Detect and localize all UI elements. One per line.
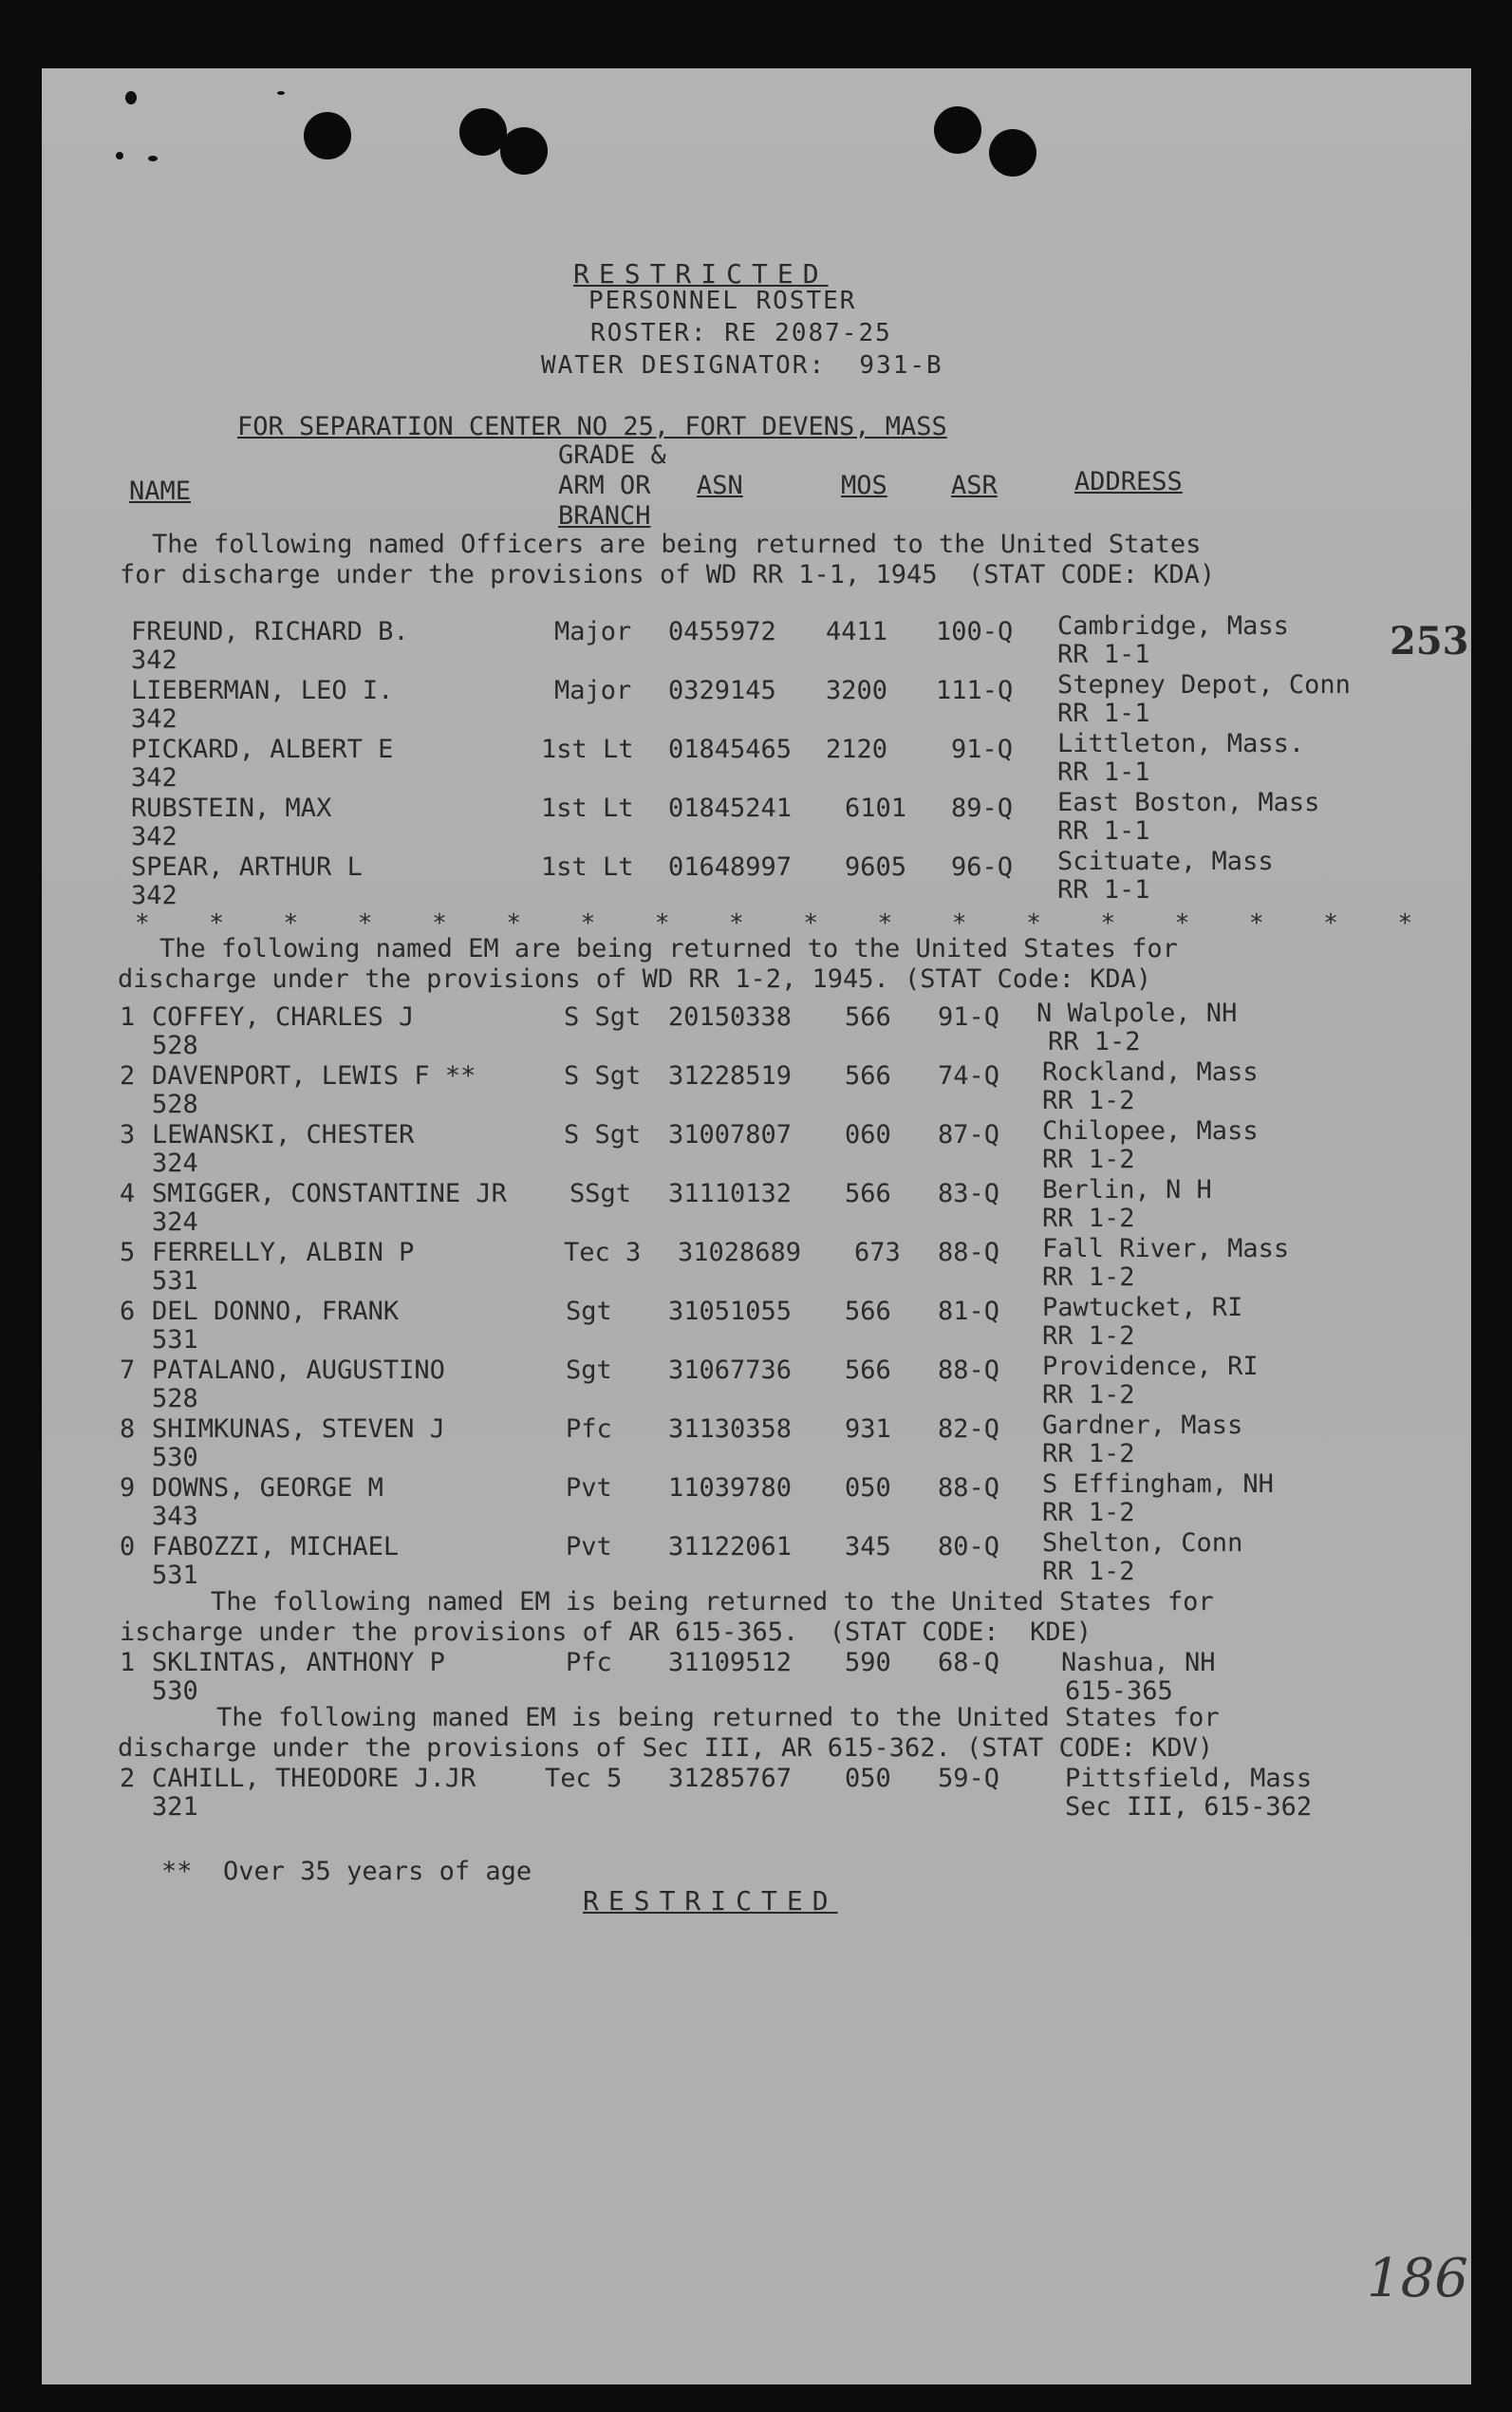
authority: Sec III, 615-362 [1065, 1792, 1313, 1822]
mos: 566 [845, 1356, 891, 1385]
grade: S Sgt [564, 1120, 642, 1150]
authority: RR 1-2 [1042, 1557, 1135, 1586]
person-name: LEWANSKI, CHESTER [152, 1120, 415, 1150]
grade: S Sgt [564, 1002, 642, 1032]
table-row [42, 1293, 1471, 1356]
punch-hole [934, 106, 981, 154]
asn: 31122061 [668, 1532, 793, 1561]
grade: Pfc [566, 1648, 612, 1677]
mos: 345 [845, 1532, 891, 1561]
col-name: NAME [129, 477, 192, 506]
grade: 1st Lt [541, 852, 634, 882]
mos: 3200 [826, 676, 888, 705]
row-number: 6 [120, 1297, 136, 1326]
person-code: 531 [152, 1325, 198, 1355]
person-code: 342 [131, 822, 177, 851]
table-row [42, 847, 1471, 911]
authority: RR 1-2 [1042, 1086, 1135, 1115]
ink-speck [277, 91, 285, 95]
person-code: 528 [152, 1031, 198, 1060]
person-name: RUBSTEIN, MAX [131, 794, 332, 823]
person-name: SPEAR, ARTHUR L [131, 852, 363, 882]
mos: 590 [845, 1648, 891, 1677]
table-row [42, 670, 1471, 735]
address: Pittsfield, Mass [1065, 1764, 1313, 1793]
authority: RR 1-1 [1057, 699, 1150, 728]
asr: 88-Q [938, 1473, 1000, 1503]
asn: 11039780 [668, 1473, 793, 1503]
col-grade-3: BRANCH [558, 501, 651, 531]
table-row [42, 1234, 1471, 1297]
person-name: DAVENPORT, LEWIS F ** [152, 1061, 476, 1091]
roster-number: ROSTER: RE 2087-25 [590, 319, 892, 347]
em-intro-6: discharge under the provisions of Sec III, AR 615-362. (STAT CODE: KDV) [118, 1733, 1214, 1763]
table-row [42, 1764, 1471, 1823]
grade: Pvt [566, 1532, 612, 1561]
asr: 88-Q [938, 1356, 1000, 1385]
address: Rockland, Mass [1042, 1057, 1259, 1087]
person-code: 528 [152, 1384, 198, 1413]
grade: Major [554, 676, 632, 705]
table-row [42, 1528, 1471, 1591]
person-name: FREUND, RICHARD B. [131, 617, 409, 646]
person-code: 531 [152, 1266, 198, 1296]
person-name: PATALANO, AUGUSTINO [152, 1356, 445, 1385]
col-asn: ASN [697, 471, 743, 500]
asr: 82-Q [938, 1414, 1000, 1444]
table-row [42, 1411, 1471, 1473]
authority: RR 1-1 [1057, 757, 1150, 787]
person-name: COFFEY, CHARLES J [152, 1002, 415, 1032]
address: Fall River, Mass [1042, 1234, 1290, 1263]
person-code: 530 [152, 1443, 198, 1472]
officers-intro-1: The following named Officers are being returned to the United States [152, 530, 1202, 559]
restricted-footer: RESTRICTED [583, 1885, 838, 1917]
asn: 31067736 [668, 1356, 793, 1385]
table-row [42, 611, 1471, 676]
address: Shelton, Conn [1042, 1528, 1243, 1558]
restricted-header: RESTRICTED [573, 258, 829, 290]
grade: Sgt [566, 1297, 612, 1326]
asr: 80-Q [938, 1532, 1000, 1561]
mos: 050 [845, 1764, 891, 1793]
person-name: SMIGGER, CONSTANTINE JR [152, 1179, 507, 1208]
person-code: 342 [131, 704, 177, 734]
em-intro-4: ischarge under the provisions of AR 615-365. (STAT CODE: KDE) [120, 1617, 1092, 1647]
row-number: 2 [120, 1764, 136, 1793]
asr: 81-Q [938, 1297, 1000, 1326]
person-code: 531 [152, 1561, 198, 1590]
table-row [42, 999, 1471, 1061]
asr: 91-Q [951, 735, 1014, 764]
em-intro-5: The following maned EM is being returned to the United States for [216, 1703, 1220, 1732]
authority: RR 1-2 [1042, 1262, 1135, 1292]
mos: 931 [845, 1414, 891, 1444]
row-number: 5 [120, 1238, 136, 1267]
asn: 01845465 [668, 735, 793, 764]
address: S Effingham, NH [1042, 1469, 1274, 1499]
asr: 59-Q [938, 1764, 1000, 1793]
asn: 01845241 [668, 794, 793, 823]
authority: RR 1-2 [1042, 1439, 1135, 1468]
grade: SSgt [569, 1179, 632, 1208]
person-code: 324 [152, 1149, 198, 1178]
asn: 31228519 [668, 1061, 793, 1091]
punch-hole [989, 129, 1036, 177]
document-page [42, 68, 1471, 2384]
row-number: 0 [120, 1532, 136, 1561]
mos: 566 [845, 1002, 891, 1032]
asr: 96-Q [951, 852, 1014, 882]
table-row [42, 1116, 1471, 1179]
asn: 31110132 [668, 1179, 793, 1208]
asr: 91-Q [938, 1002, 1000, 1032]
col-address: ADDRESS [1074, 467, 1183, 496]
row-number: 9 [120, 1473, 136, 1503]
mos: 673 [854, 1238, 901, 1267]
punch-hole [304, 112, 351, 159]
table-row [42, 1175, 1471, 1238]
mos: 566 [845, 1061, 891, 1091]
person-name: PICKARD, ALBERT E [131, 735, 394, 764]
ink-speck [125, 91, 137, 104]
em-intro-2: discharge under the provisions of WD RR 1-2, 1945. (STAT Code: KDA) [118, 964, 1152, 994]
mos: 060 [845, 1120, 891, 1150]
asn: 31109512 [668, 1648, 793, 1677]
em-intro-1: The following named EM are being returned to the United States for [159, 934, 1178, 963]
authority: 615-365 [1065, 1676, 1173, 1706]
asn: 0329145 [668, 676, 776, 705]
person-code: 321 [152, 1792, 198, 1822]
address: Nashua, NH [1061, 1648, 1216, 1677]
person-code: 324 [152, 1207, 198, 1237]
punch-hole [500, 127, 548, 175]
mos: 2120 [826, 735, 888, 764]
asn: 31007807 [668, 1120, 793, 1150]
footnote: ** Over 35 years of age [161, 1857, 532, 1886]
authority: RR 1-1 [1057, 640, 1150, 669]
handwritten-folio: 186 [1367, 2248, 1468, 2309]
asr: 88-Q [938, 1238, 1000, 1267]
em-intro-3: The following named EM is being returned to the United States for [211, 1587, 1214, 1617]
asr: 89-Q [951, 794, 1014, 823]
mos: 566 [845, 1179, 891, 1208]
grade: Major [554, 617, 632, 646]
person-name: SKLINTAS, ANTHONY P [152, 1648, 445, 1677]
person-code: 343 [152, 1502, 198, 1531]
row-number: 4 [120, 1179, 136, 1208]
row-number: 8 [120, 1414, 136, 1444]
asr: 74-Q [938, 1061, 1000, 1091]
mos: 050 [845, 1473, 891, 1503]
destination-heading: FOR SEPARATION CENTER NO 25, FORT DEVENS, MASS [237, 412, 947, 441]
row-number: 3 [120, 1120, 136, 1150]
row-number: 1 [120, 1648, 136, 1677]
asn: 31285767 [668, 1764, 793, 1793]
person-name: DEL DONNO, FRANK [152, 1297, 400, 1326]
table-row [42, 1648, 1471, 1707]
authority: RR 1-2 [1042, 1380, 1135, 1410]
person-name: SHIMKUNAS, STEVEN J [152, 1414, 445, 1444]
person-name: FABOZZI, MICHAEL [152, 1532, 400, 1561]
person-code: 342 [131, 763, 177, 793]
authority: RR 1-2 [1048, 1027, 1141, 1056]
authority: RR 1-2 [1042, 1321, 1135, 1351]
asn: 31028689 [678, 1238, 802, 1267]
person-code: 342 [131, 645, 177, 675]
person-code: 342 [131, 881, 177, 910]
authority: RR 1-2 [1042, 1498, 1135, 1527]
asn: 31130358 [668, 1414, 793, 1444]
grade: 1st Lt [541, 735, 634, 764]
address: Berlin, N H [1042, 1175, 1212, 1205]
table-row [42, 788, 1471, 852]
address: Cambridge, Mass [1057, 611, 1289, 641]
person-name: LIEBERMAN, LEO I. [131, 676, 394, 705]
person-name: CAHILL, THEODORE J.JR [152, 1764, 476, 1793]
asn: 0455972 [668, 617, 776, 646]
col-mos: MOS [841, 471, 887, 500]
authority: RR 1-1 [1057, 875, 1150, 905]
address: Chilopee, Mass [1042, 1116, 1259, 1146]
table-row [42, 1469, 1471, 1532]
address: Stepney Depot, Conn [1057, 670, 1351, 700]
col-grade-1: GRADE & [558, 440, 666, 470]
address: N Walpole, NH [1036, 999, 1238, 1028]
person-code: 528 [152, 1090, 198, 1119]
person-name: FERRELLY, ALBIN P [152, 1238, 415, 1267]
table-row [42, 729, 1471, 794]
col-grade-2: ARM OR [558, 471, 651, 500]
asr: 83-Q [938, 1179, 1000, 1208]
grade: Pfc [566, 1414, 612, 1444]
person-name: DOWNS, GEORGE M [152, 1473, 383, 1503]
separator-stars: * * * * * * * * * * * * * * * * * * [135, 909, 1413, 938]
address: Gardner, Mass [1042, 1411, 1243, 1440]
grade: Sgt [566, 1356, 612, 1385]
page-number-stamp: 253 [1390, 619, 1469, 664]
table-row [42, 1352, 1471, 1414]
officers-intro-2: for discharge under the provisions of WD RR 1-1, 1945 (STAT CODE: KDA) [120, 560, 1216, 589]
row-number: 1 [120, 1002, 136, 1032]
address: East Boston, Mass [1057, 788, 1320, 817]
mos: 6101 [845, 794, 907, 823]
col-asr: ASR [951, 471, 998, 500]
address: Pawtucket, RI [1042, 1293, 1243, 1322]
row-number: 7 [120, 1356, 136, 1385]
mos: 4411 [826, 617, 888, 646]
asn: 01648997 [668, 852, 793, 882]
grade: Tec 3 [564, 1238, 642, 1267]
address: Littleton, Mass. [1057, 729, 1305, 758]
asr: 87-Q [938, 1120, 1000, 1150]
grade: S Sgt [564, 1061, 642, 1091]
water-designator: WATER DESIGNATOR: 931-B [541, 351, 943, 380]
person-code: 530 [152, 1676, 198, 1706]
address: Providence, RI [1042, 1352, 1259, 1381]
mos: 9605 [845, 852, 907, 882]
authority: RR 1-1 [1057, 816, 1150, 846]
authority: RR 1-2 [1042, 1145, 1135, 1174]
mos: 566 [845, 1297, 891, 1326]
asr: 100-Q [936, 617, 1014, 646]
grade: Tec 5 [545, 1764, 623, 1793]
ink-speck [148, 156, 158, 161]
address: Scituate, Mass [1057, 847, 1274, 876]
authority: RR 1-2 [1042, 1204, 1135, 1233]
grade: 1st Lt [541, 794, 634, 823]
table-row [42, 1057, 1471, 1120]
asn: 20150338 [668, 1002, 793, 1032]
grade: Pvt [566, 1473, 612, 1503]
asr: 68-Q [938, 1648, 1000, 1677]
asn: 31051055 [668, 1297, 793, 1326]
asr: 111-Q [936, 676, 1014, 705]
document-title: PERSONNEL ROSTER [588, 287, 857, 315]
ink-speck [116, 152, 123, 159]
row-number: 2 [120, 1061, 136, 1091]
